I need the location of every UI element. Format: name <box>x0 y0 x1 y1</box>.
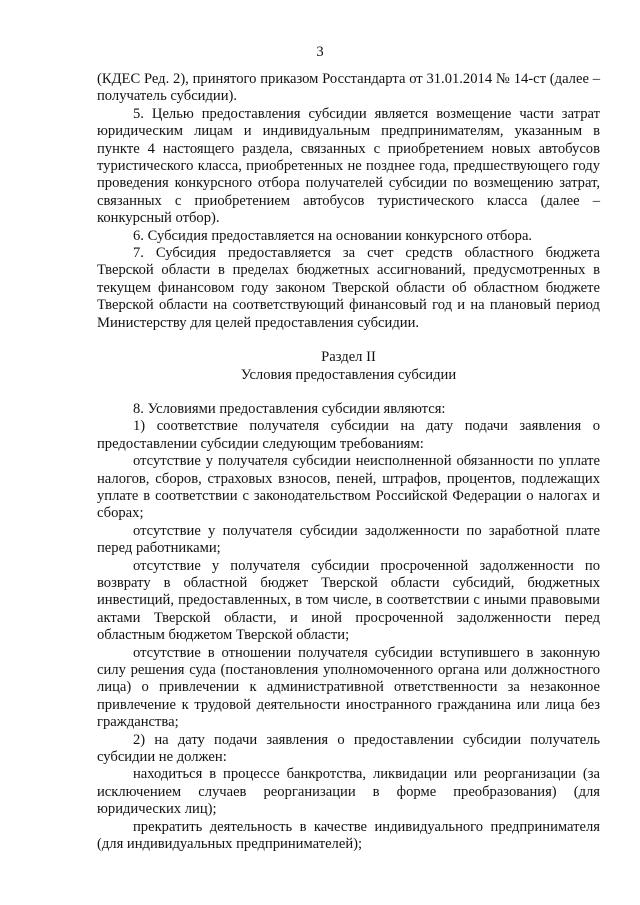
paragraph: (КДЕС Ред. 2), принятого приказом Росстандарта от 31.01.2014 № 14-ст (далее – получатель субсидии). <box>97 71 600 105</box>
paragraph-7: 7. Субсидия предоставляется за счет средств областного бюджета Тверской области в пределах бюджетных ассигнований, предусмотренных в текущем финансовом году законом Тверской области об областном бюджете Тверской области на соответствующий финансовый год и на плановый период Министерству для целей предоставления субсидии. <box>97 245 600 331</box>
list-item: отсутствие у получателя субсидии просроченной задолженности по возврату в областной бюджет Тверской области субсидий, бюджетных инвестиций, предоставленных, в том числе, в соответствии с иными правовыми актами Тверской области, и иной просроченной задолженности перед областным бюджетом Тверской области; <box>97 557 600 644</box>
list-item: 2) на дату подачи заявления о предоставлении субсидии получатель субсидии не должен: <box>97 731 600 766</box>
list-item: находиться в процессе банкротства, ликвидации или реорганизации (за исключением случаев реорганизации в форме преобразования) (для юридических лиц); <box>97 766 600 818</box>
list-item: отсутствие в отношении получателя субсидии вступившего в законную силу решения суда (постановления уполномоченного органа или должностного лица) о привлечении к административной ответственности за незаконное привлечение к трудовой деятельности иностранного гражданина или лица без гражданства; <box>97 644 600 731</box>
section-title: Условия предоставления субсидии <box>240 366 457 383</box>
spacer <box>97 332 600 349</box>
spacer <box>97 384 600 401</box>
body-text <box>97 71 600 853</box>
list-item: отсутствие у получателя субсидии задолженности по заработной плате перед работниками; <box>97 522 600 557</box>
list-item: отсутствие у получателя субсидии неисполненной обязанности по уплате налогов, сборов, страховых взносов, пеней, штрафов, процентов, подлежащих уплате в соответствии с законодательством Российской Федерации о налогах и сборах; <box>97 453 600 522</box>
list-item: прекратить деятельность в качестве индивидуального предпринимателя (для индивидуальных предпринимателей); <box>97 818 600 853</box>
paragraph-8: 8. Условиями предоставления субсидии являются: <box>133 400 446 417</box>
paragraph-6: 6. Субсидия предоставляется на основании конкурсного отбора. <box>133 227 533 244</box>
paragraph-5: 5. Целью предоставления субсидии является возмещение части затрат юридическим лицам и индивидуальным предпринимателям, указанным в пункте 4 настоящего раздела, связанных с приобретением новых автобусов туристического класса, приобретенных не позднее года, предшествующего году проведения конкурсного отбора получателей субсидии по возмещению затрат, связанных с приобретением автобусов туристического класса (далее – конкурсный отбор). <box>97 105 600 227</box>
list-item: 1) соответствие получателя субсидии на дату подачи заявления о предоставлении субсидии следующим требованиям: <box>97 418 600 452</box>
section-number: Раздел II <box>321 349 376 366</box>
page-number: 3 <box>316 44 324 60</box>
